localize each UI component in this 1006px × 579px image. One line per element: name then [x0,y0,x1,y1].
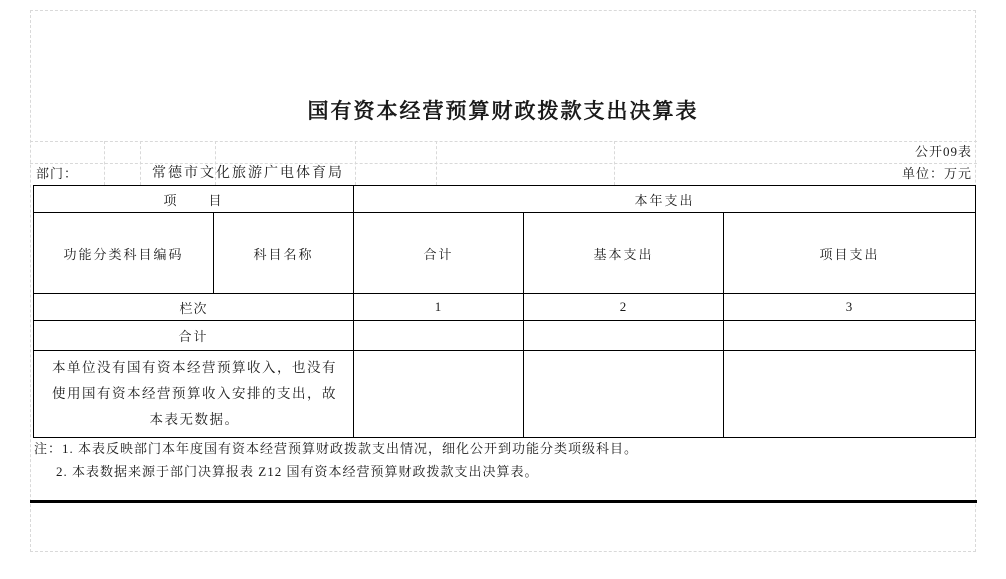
page-title: 国有资本经营预算财政拨款支出决算表 [307,99,699,123]
header-project-expenditure: 项目支出 [724,213,976,294]
column-index-2: 2 [524,294,724,321]
table-row-column-index [34,294,976,321]
table-row-column-headers [34,213,976,294]
total-row-label: 合计 [34,321,354,351]
main-table [33,185,976,438]
gridline-horizontal [30,141,977,142]
empty-data-note-line-1: 本单位没有国有资本经营预算收入，也没有 [52,360,337,375]
header-function-class-code: 功能分类科目编码 [34,213,214,294]
table-row-header-groups [34,186,976,213]
total-value-cell-2 [524,321,724,351]
empty-cell [354,351,524,438]
column-index-3: 3 [724,294,976,321]
empty-cell [524,351,724,438]
department-label: 部门： [36,166,79,181]
total-value-cell-1 [354,321,524,351]
column-index-1: 1 [354,294,524,321]
department-name: 常德市文化旅游广电体育局 [152,166,344,181]
empty-cell [724,351,976,438]
header-total: 合计 [354,213,524,294]
header-current-year-expenditure: 本年支出 [354,186,976,213]
column-index-label: 栏次 [34,294,354,321]
header-project: 项 目 [34,186,354,213]
table-code-label: 公开09表 [914,144,972,159]
empty-data-note-line-3: 本表无数据。 [149,412,240,427]
table-row-empty-note [34,351,976,438]
empty-data-note-line-2: 使用国有资本经营预算收入安排的支出，故 [52,386,337,401]
total-value-cell-3 [724,321,976,351]
header-basic-expenditure: 基本支出 [524,213,724,294]
unit-label: 单位：万元 [901,166,972,181]
bottom-rule [30,500,977,503]
empty-data-note-cell [34,351,354,438]
header-subject-name: 科目名称 [214,213,354,294]
table-row-total [34,321,976,351]
footnote-line-2: 2. 本表数据来源于部门决算报表 Z12 国有资本经营预算财政拨款支出决算表。 [56,464,539,479]
footnote-line-1: 注：1. 本表反映部门本年度国有资本经营预算财政拨款支出情况，细化公开到功能分类项级科目。 [34,441,639,456]
